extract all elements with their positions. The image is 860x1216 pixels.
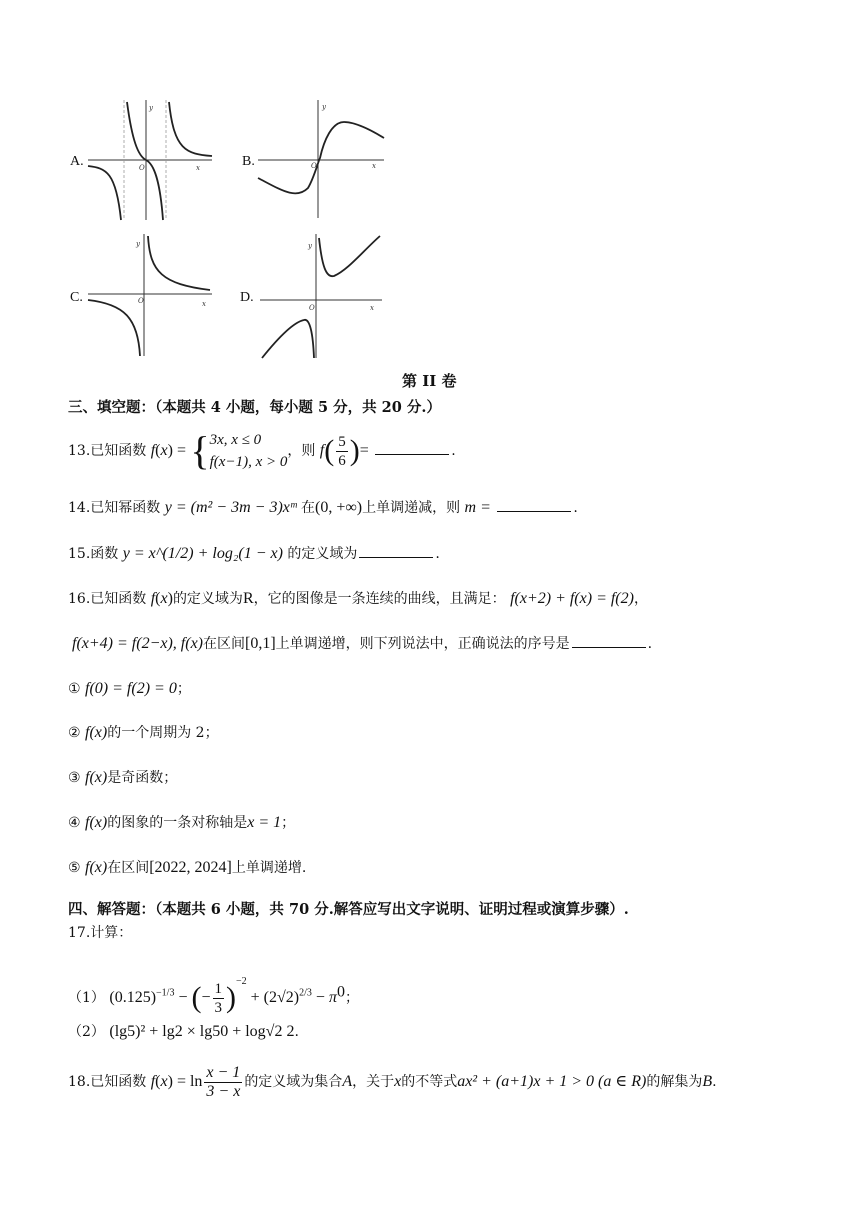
section4-heading: 四、解答题：（本题共 6 小题，共 70 分.解答应写出文字说明、证明过程或演算步骤）. — [68, 901, 629, 918]
question-16-line1: 16.已知函数 f(x)的定义域为R，它的图像是一条连续的曲线，且满足： f(x+2) + f(x) = f(2)， — [68, 590, 648, 607]
q13-case2: f(x−1), x > 0 — [209, 454, 288, 470]
q16-line2b: 在区间 — [203, 636, 245, 652]
q18-number: 18. — [68, 1074, 91, 1090]
q17-part2 — [68, 1021, 299, 1043]
option-d-label: D. — [240, 290, 254, 305]
q14-var: m = — [464, 499, 491, 516]
graph-c-x: x — [202, 300, 206, 308]
q13-text2: ，则 — [287, 443, 316, 459]
graph-b-y: y — [322, 103, 326, 111]
q14-text3: 上单调递减，则 — [362, 500, 461, 516]
q16-item-2: ② f(x)的一个周期为 2； — [68, 724, 219, 741]
q15-end: . — [435, 546, 440, 562]
q18-setB: B — [702, 1073, 713, 1090]
graph-d-x: x — [370, 304, 374, 312]
part-title: 第 II 卷 — [402, 372, 457, 390]
graph-b-x: x — [372, 162, 376, 170]
q13-fraction: $\frac{5}{6}$ — [338, 433, 346, 469]
q14-expr: y = (m² − 3m − 3)xᵐ — [164, 499, 297, 516]
q17-p1-label: （1） — [68, 990, 105, 1006]
q18-text3: ，关于 — [352, 1074, 395, 1090]
q16-line2d: 上单调递增，则下列说法中，正确说法的序号是 — [275, 636, 570, 652]
graph-a — [86, 100, 214, 222]
q18-ineq: ax² + (a+1)x + 1 > 0 (a ∈ R) — [457, 1073, 647, 1090]
question-17 — [68, 922, 132, 944]
q14-interval: (0, +∞) — [315, 499, 363, 516]
q17-p2-expr: (lg5)² + lg2 × lg50 + log√2 2 — [109, 1023, 295, 1040]
q13-end: . — [451, 443, 456, 459]
q18-text5: 的解集为 — [646, 1074, 703, 1090]
q16-item-3: ③ f(x)是奇函数； — [68, 769, 178, 786]
q16-line1c: ，它的图像是一条连续的曲线，且满足： — [253, 591, 506, 607]
option-c-label: C. — [70, 290, 83, 305]
q18-fraction: $\frac{x - 1}{3 - x}$ — [206, 1063, 241, 1100]
question-16-line2 — [72, 633, 652, 655]
q17-number: 17. — [68, 925, 91, 941]
q18-text2: 的定义域为集合 — [244, 1074, 343, 1090]
graph-c-y: y — [136, 240, 140, 248]
q16-line1b: 的定义域为 — [172, 591, 243, 607]
q13-case1: 3x, x ≤ 0 — [209, 432, 262, 448]
question-18: 18.已知函数 f(x) = ln $\frac{x - 1}{3 - x}$ 的定义域为集合A，关于x的不等式ax² + (a+1)x + 1 > 0 (a ∈ R)的解集为B. — [68, 1063, 717, 1100]
q16-item-5: ⑤ f(x)在区间[2022, 2024]上单调递增. — [68, 859, 307, 876]
q14-answer-blank[interactable] — [497, 497, 571, 512]
option-b-label: B. — [242, 154, 255, 169]
question-15 — [68, 543, 440, 565]
q18-text4: 的不等式 — [401, 1074, 458, 1090]
q16-line1a: 已知函数 — [90, 591, 147, 607]
q17-p2-label: （2） — [68, 1024, 105, 1040]
graph-d-origin: O — [309, 304, 315, 312]
graph-d-y: y — [308, 242, 312, 250]
q16-number: 16. — [68, 591, 91, 607]
q16-item-1: ① f(0) = f(2) = 0； — [68, 680, 191, 697]
q14-end: . — [573, 500, 578, 516]
q18-end: . — [712, 1074, 717, 1090]
q14-text1: 已知幂函数 — [90, 500, 161, 516]
q14-text2: 在 — [301, 500, 315, 516]
option-a-label: A. — [70, 154, 84, 169]
q17-p1-end: ； — [344, 990, 359, 1006]
q16-item-4: ④ f(x)的图象的一条对称轴是x = 1； — [68, 814, 296, 831]
graph-a-x: x — [196, 164, 200, 172]
q15-text1: 函数 — [90, 546, 119, 562]
q18-var: x — [394, 1073, 402, 1090]
graph-d — [258, 234, 384, 360]
q13-answer-blank[interactable] — [375, 440, 449, 455]
q13-number: 13. — [68, 443, 91, 459]
q16-answer-blank[interactable] — [572, 633, 646, 648]
q18-setA: A — [342, 1073, 353, 1090]
question-13: 13.已知函数 f(x) = { 3x, x ≤ 0 f(x−1), x > 0 ，则 f( $\frac{5}{6}$ )= . — [68, 428, 456, 473]
q13-text1: 已知函数 — [90, 443, 147, 459]
graph-a-y: y — [149, 104, 153, 112]
q17-p2-end: . — [294, 1024, 299, 1040]
q14-number: 14. — [68, 500, 91, 516]
q17-part1: （1） $(0.125)^{-1/3}$ − (− $\frac{1}{3}$ )$^{-2} + (2√2)^{2/3} - \pi^0$； — [68, 976, 359, 1016]
section3-heading: 三、填空题：（本题共 4 小题，每小题 5 分，共 20 分.） — [68, 399, 441, 416]
q16-line2c: [0,1] — [245, 635, 276, 652]
graph-c-origin: O — [138, 297, 144, 305]
graph-a-origin: O — [139, 164, 145, 172]
q15-number: 15. — [68, 546, 91, 562]
q16-line1d: f(x+2) + f(x) = f(2) — [510, 590, 634, 607]
graph-b — [256, 100, 386, 220]
q16-end: . — [647, 636, 653, 652]
q16-line2a: f(x+4) = f(2−x), f(x) — [72, 635, 203, 652]
q17-text: 计算： — [90, 925, 133, 941]
q15-answer-blank[interactable] — [359, 543, 433, 558]
question-14 — [68, 497, 578, 519]
q18-text1: 已知函数 — [90, 1074, 147, 1090]
graph-c — [86, 234, 214, 358]
q15-text2: 的定义域为 — [287, 546, 358, 562]
graph-b-origin: O — [311, 162, 317, 170]
q13-cases — [210, 429, 288, 473]
q15-expr: y = x^(1/2) + log₂(1 − x) — [122, 545, 283, 562]
